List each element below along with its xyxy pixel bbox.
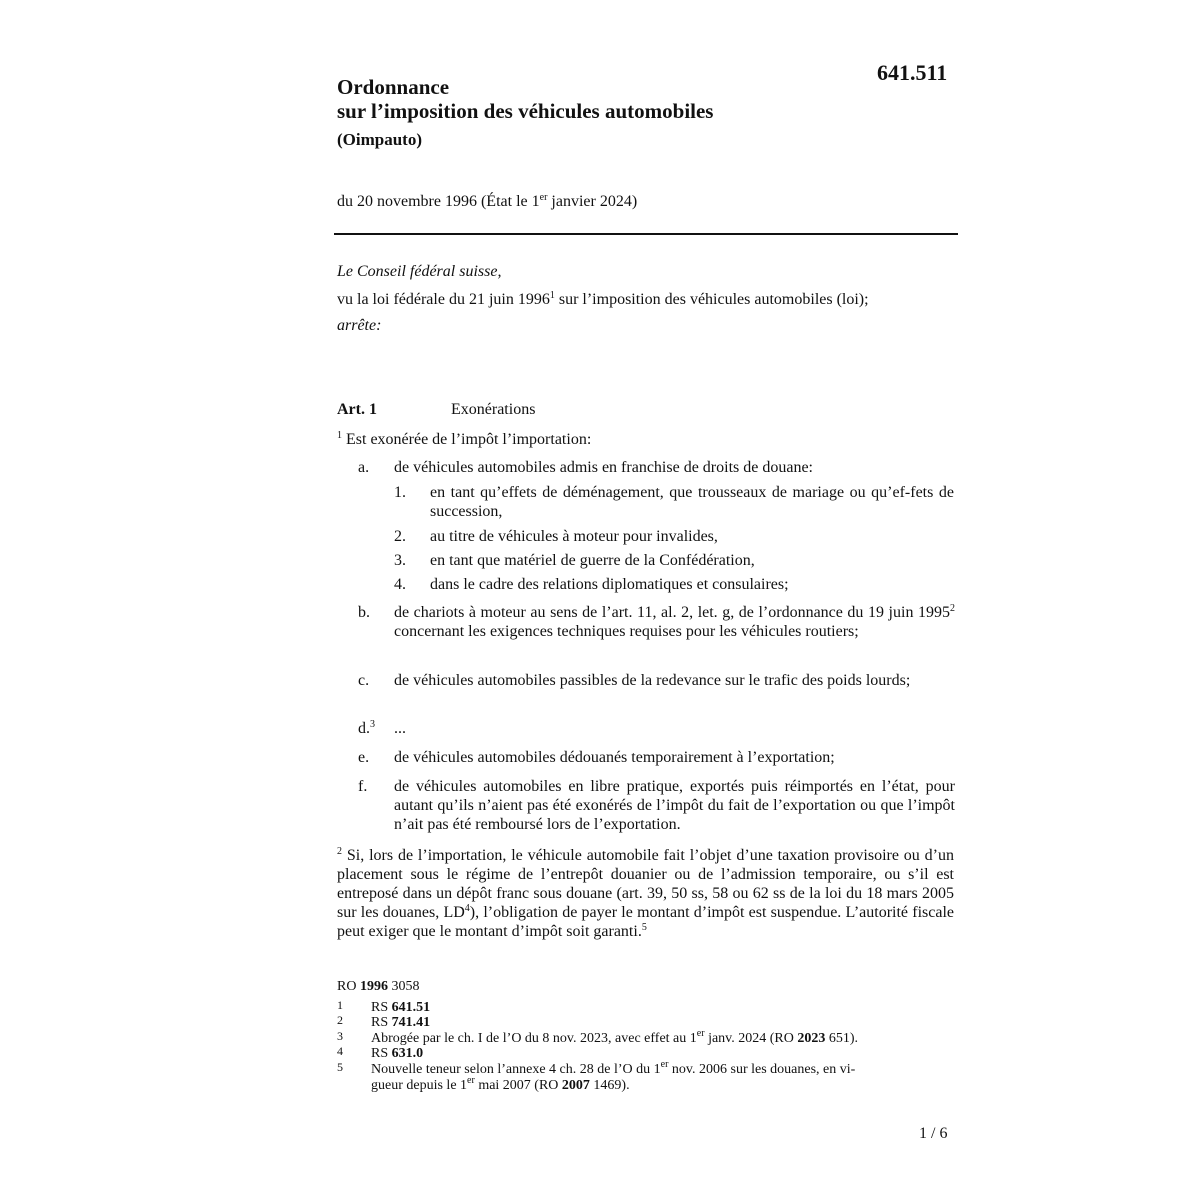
subitem-text: au titre de véhicules à moteur pour invalides, [430, 528, 718, 545]
footnote-text: RS 741.41 [371, 1015, 431, 1030]
subitem-number: 1. [394, 484, 406, 501]
item-letter-b: b. [358, 604, 370, 621]
title-short: (Oimpauto) [337, 130, 422, 149]
item-text-d: ... [394, 720, 406, 737]
footnote-number: 3 [337, 1029, 343, 1043]
preamble-authority: Le Conseil fédéral suisse, [337, 263, 502, 280]
item-text-f: de véhicules automobiles en libre pratique, exportés puis réimportés en l’état, pour autant qu’ils n’aient pas été exonérés de l’impôt du fait de l’exportation ou que l’impôt n’ait pas été remboursé lors de l’exportation. [394, 778, 955, 833]
article-paragraph-2: $^2$ Si, lors de l’importation, le véhicule automobile fait l’objet d’une taxation provisoire ou d’un placement sous le régime de l’entrepôt douanier ou de l’admission temporaire, ou s’il est entreposé dans un dépôt franc sous douane (art. 39, 50 ss, 58 ou 62 ss de la loi du 18 mars 2005 sur les douanes, $LD^4$), l’obligation de payer le montant d’impôt est suspendue. L’autorité fiscale peut exiger que le montant d’impôt soit garanti.$^5$ [337, 846, 954, 940]
title-line-2: sur l’imposition des véhicules automobiles [337, 99, 714, 123]
item-text-b: de chariots à moteur au sens de l’art. 11, al. 2, let. g, de l’ordonnance du 19 juin 1995$^2$ concernant les exigences techniques requises pour les véhicules routiers; [394, 603, 955, 640]
preamble-basis: vu la loi fédérale du 21 juin 1996$^1$ sur l’imposition des véhicules automobiles (loi); [337, 290, 869, 308]
item-text-e: de véhicules automobiles dédouanés temporairement à l’exportation; [394, 749, 835, 766]
item-text-a: de véhicules automobiles admis en franchise de droits de douane: [394, 459, 813, 476]
footnote-text: gueur depuis le 1er mai 2007 (RO 2007 1469). [371, 1075, 630, 1093]
subitem-number: 3. [394, 552, 406, 569]
article-title: Exonérations [451, 401, 536, 418]
header-divider [334, 233, 958, 235]
footnote-text: RS 631.0 [371, 1046, 424, 1061]
article-number: Art. 1 [337, 401, 377, 418]
subitem-text: dans le cadre des relations diplomatiques et consulaires; [430, 576, 789, 593]
preamble-decree: arrête: [337, 317, 382, 334]
footnote-number: 2 [337, 1013, 343, 1027]
item-letter-a: a. [358, 459, 370, 476]
page-number: 1 / 6 [919, 1125, 948, 1142]
item-text-c: de véhicules automobiles passibles de la redevance sur le trafic des poids lourds; [394, 672, 911, 689]
subitem-number: 4. [394, 576, 406, 593]
item-letter-e: e. [358, 749, 370, 766]
footnote-text: Nouvelle teneur selon l’annexe 4 ch. 28 de l’O du 1er nov. 2006 sur les douanes, en vi- [371, 1059, 856, 1077]
subitem-number: 2. [394, 528, 406, 545]
title-line-1: Ordonnance [337, 75, 450, 99]
article-paragraph-1: $^1$ Est exonérée de l’impôt l’importation: [337, 430, 592, 448]
footnote-number: 1 [337, 998, 343, 1012]
footnote-text: Abrogée par le ch. I de l’O du 8 nov. 2023, avec effet au 1er janv. 2024 (RO 2023 651). [371, 1028, 859, 1046]
subitem-text: en tant que matériel de guerre de la Confédération, [430, 552, 755, 569]
footnote-number: 5 [337, 1060, 343, 1074]
sr-number: 641.511 [877, 60, 948, 85]
item-letter-d: d.$^3$ [358, 719, 375, 737]
document-date: du 20 novembre 1996 (État le 1er janvier 2024) [337, 192, 638, 210]
footnote-text: RS 641.51 [371, 1000, 431, 1015]
footnote-number: 4 [337, 1044, 343, 1058]
item-letter-c: c. [358, 672, 370, 689]
ro-reference: RO 1996 3058 [337, 979, 420, 994]
item-letter-f: f. [358, 778, 368, 795]
subitem-text: en tant qu’effets de déménagement, que trousseaux de mariage ou qu’ef-fets de succession, [430, 484, 954, 520]
